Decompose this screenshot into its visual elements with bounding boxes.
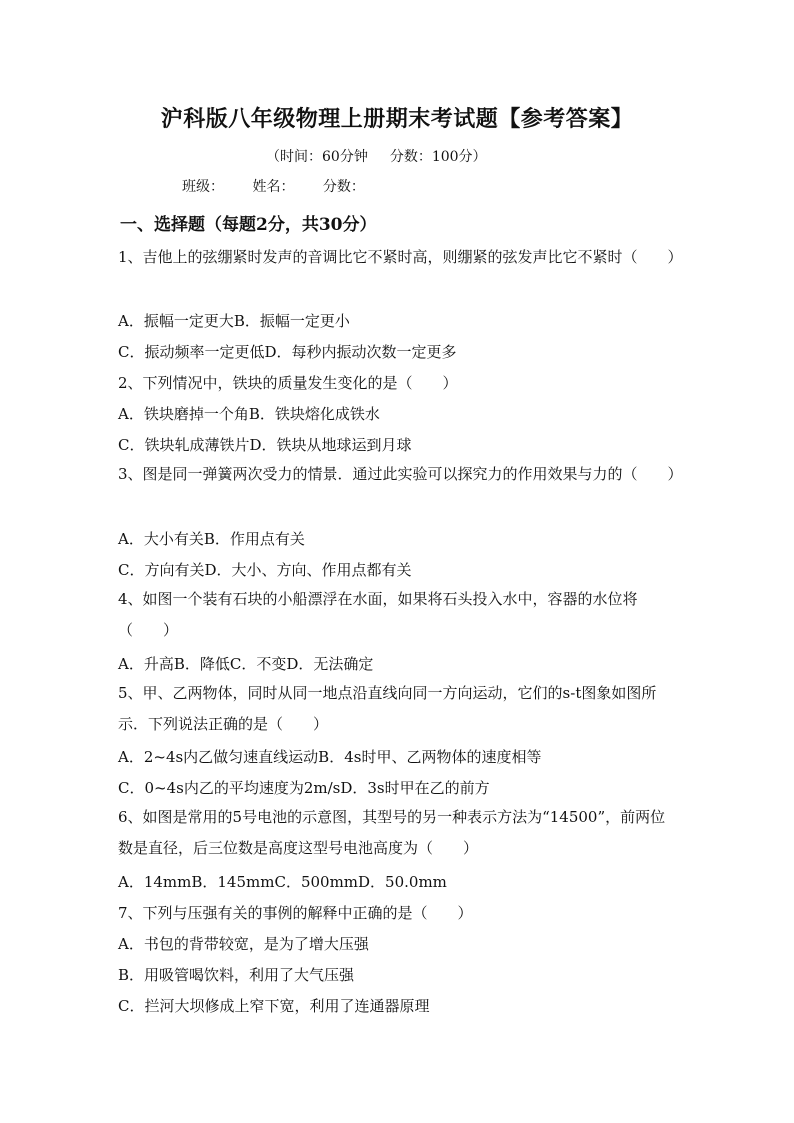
- question-1-options-cd: C．振动频率一定更低D．每秒内振动次数一定更多: [118, 343, 457, 361]
- question-5-options-cd: C．0~4s内乙的平均速度为2m/sD．3s时甲在乙的前方: [118, 779, 490, 797]
- question-7-option-b: B．用吸管喝饮料，利用了大气压强: [118, 966, 355, 984]
- exam-total-score: 分数：100分）: [389, 149, 487, 165]
- question-3-options-ab: A．大小有关B．作用点有关: [118, 530, 305, 548]
- section-heading: 一、选择题（每题2分，共30分）: [120, 215, 377, 235]
- question-1-stem: 1、吉他上的弦绷紧时发声的音调比它不紧时高，则绷紧的弦发声比它不紧时（ ）: [118, 248, 683, 266]
- question-4-stem: 4、如图一个装有石块的小船漂浮在水面，如果将石头投入水中，容器的水位将（ ）: [118, 590, 638, 639]
- question-4-options: A．升高B．降低C．不变D．无法确定: [118, 655, 374, 673]
- question-3-stem: 3、图是同一弹簧两次受力的情景．通过此实验可以探究力的作用效果与力的（ ）: [118, 465, 683, 483]
- question-6-options: A．14mmB．145mmC．500mmD．50.0mm: [118, 873, 447, 891]
- question-2-options-ab: A．铁块磨掉一个角B．铁块熔化成铁水: [118, 405, 380, 423]
- question-5-options-ab: A．2~4s内乙做匀速直线运动B．4s时甲、乙两物体的速度相等: [118, 748, 542, 766]
- question-7-option-a: A．书包的背带较宽，是为了增大压强: [118, 935, 369, 953]
- question-5-stem: 5、甲、乙两物体，同时从同一地点沿直线向同一方向运动，它们的s-t图象如图所示．下列说法正确的是（ ）: [118, 684, 657, 733]
- name-label: 姓名：: [252, 179, 295, 195]
- exam-time: （时间：60分钟: [266, 149, 368, 165]
- question-2-options-cd: C．铁块轧成薄铁片D．铁块从地球运到月球: [118, 436, 412, 454]
- question-2-stem: 2、下列情况中，铁块的质量发生变化的是（ ）: [118, 374, 458, 392]
- exam-time-score: [266, 146, 487, 166]
- question-1-options-ab: A．振幅一定更大B．振幅一定更小: [118, 312, 350, 330]
- question-3-options-cd: C．方向有关D．大小、方向、作用点都有关: [118, 561, 412, 579]
- question-6-stem: 6、如图是常用的5号电池的示意图，其型号的另一种表示方法为“14500”，前两位数是直径，后三位数是高度这型号电池高度为（ ）: [118, 808, 666, 857]
- page-title: 沪科版八年级物理上册期末考试题【参考答案】: [160, 106, 634, 132]
- score-label: 分数：: [322, 179, 365, 195]
- question-7-option-c: C．拦河大坝修成上窄下宽，利用了连通器原理: [118, 997, 430, 1015]
- class-label: 班级：: [182, 179, 224, 195]
- student-info: [182, 176, 389, 196]
- question-7-stem: 7、下列与压强有关的事例的解释中正确的是（ ）: [118, 904, 473, 922]
